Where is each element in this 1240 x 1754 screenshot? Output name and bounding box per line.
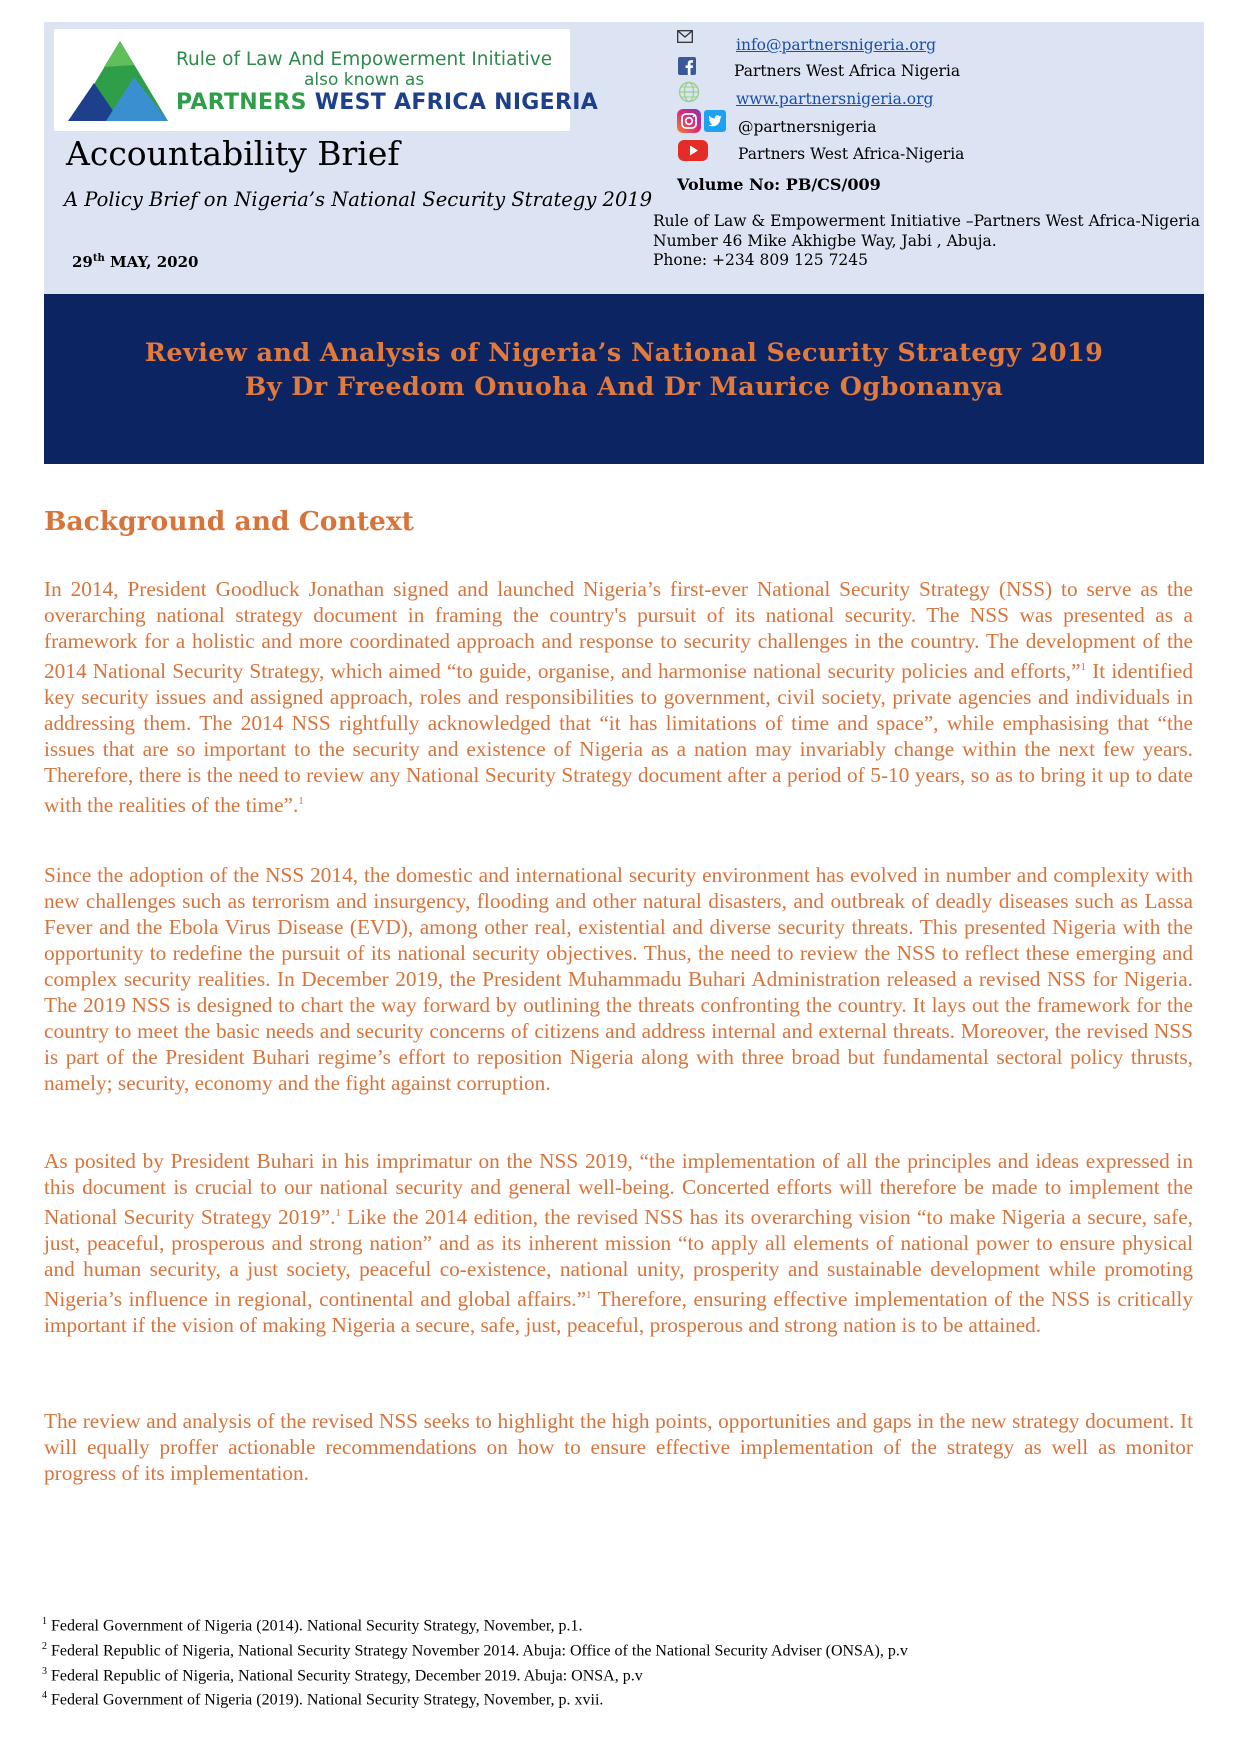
document-subtitle: A Policy Brief on Nigeria’s National Security Strategy 2019 (64, 188, 653, 211)
banner-title-line1: Review and Analysis of Nigeria’s National Security Strategy 2019 (144, 338, 1104, 368)
organization-logo (54, 29, 599, 131)
youtube-icon (678, 140, 708, 161)
logo-text-line2: also known as (304, 70, 425, 90)
email-link[interactable]: info@partnersnigeria.org (736, 36, 937, 54)
footnote: $^4$ Federal Government of Nigeria (2019). National Security Strategy, November, p. xvii. (42, 1690, 604, 1709)
footnote: $^2$ Federal Republic of Nigeria, National Security Strategy November 2014. Abuja: Office of the National Security Adviser (ONSA), p.v (42, 1640, 908, 1660)
social-handle: @partnersnigeria (738, 118, 877, 136)
facebook-icon (678, 57, 696, 75)
address-line-3: Phone: +234 809 125 7245 (653, 251, 869, 269)
header-panel (44, 22, 1204, 294)
paragraph-4: The review and analysis of the revised NSS seeks to highlight the high points, opportunities and gaps in the new strategy document. It will equally proffer actionable recommendations on how to ensure effective implementation of the strategy as well as monitor progress of its implementation. (44, 1409, 1193, 1485)
document-date: 29th MAY, 2020 (72, 253, 199, 271)
logo-partners: PARTNERS (176, 90, 307, 115)
footnote: $^1$ Federal Government of Nigeria (2014). National Security Strategy, November, p.1. (42, 1616, 583, 1635)
twitter-icon (704, 110, 726, 132)
website-link[interactable]: www.partnersnigeria.org (736, 90, 934, 108)
address-line-2: Number 46 Mike Akhigbe Way, Jabi , Abuja. (653, 231, 997, 250)
globe-icon (678, 81, 700, 103)
title-banner (44, 294, 1204, 464)
logo-text-line3 (176, 90, 598, 115)
email-icon (677, 30, 693, 43)
logo-text-line1: Rule of Law And Empowerment Initiative (176, 49, 553, 70)
address-block (653, 212, 1200, 271)
banner-title-line2: By Dr Freedom Onuoha And Dr Maurice Ogbonanya (244, 372, 1004, 402)
volume-number: Volume No: PB/CS/009 (677, 175, 881, 194)
paragraph-2: Since the adoption of the NSS 2014, the domestic and international security environment has evolved in number and complexity with new challenges such as terrorism and insurgency, flooding and other natural disasters, and outbreak of deadly diseases such as Lassa Fever and the Ebola Virus Disease (EVD), among other real, existential and diverse security threats. This presented Nigeria with the opportunity to redefine the pursuit of its national security objectives. Thus, the need to review the NSS to reflect these emerging and complex security realities. In December 2019, the President Muhammadu Buhari Administration released a revised NSS for Nigeria. The 2019 NSS is designed to chart the way forward by outlining the threats confronting the country. It lays out the framework for the country to meet the basic needs and security concerns of citizens and address internal and external threats. Moreover, the revised NSS is part of the President Buhari regime’s effort to reposition Nigeria along with three broad but fundamental sectoral policy thrusts, namely; security, economy and the fight against corruption. (44, 863, 1193, 1095)
paragraph-1: In 2014, President Goodluck Jonathan signed and launched Nigeria’s first-ever National Security Strategy (NSS) to serve as the overarching national strategy document in framing the country's pursuit of its national security. The NSS was presented as a framework for a holistic and more coordinated approach and response to security challenges in the country. The development of the 2014 National Security Strategy, which aimed “to guide, organise, and harmonise national security policies and efforts,”$^1$ It identified key security issues and assigned approach, roles and responsibilities to government, civil society, private agencies and individuals in addressing them. The 2014 NSS rightfully acknowledged that “it has limitations of time and space”, while emphasising that “the issues that are so important to the security and existence of Nigeria as a nation may invariably change within the next few years. Therefore, there is the need to review any National Security Strategy document after a period of 5-10 years, so as to bring it up to date with the realities of the time”.$^1$ (44, 577, 1193, 818)
banner-title (44, 336, 1204, 404)
address-line-1: Rule of Law & Empowerment Initiative –Partners West Africa-Nigeria (653, 212, 1200, 230)
footnotes (42, 1612, 908, 1711)
footnote: $^3$ Federal Republic of Nigeria, National Security Strategy, December 2019. Abuja: ONSA, p.v (42, 1665, 643, 1684)
youtube-label: Partners West Africa-Nigeria (738, 145, 965, 163)
logo-west-africa: WEST AFRICA NIGERIA (314, 90, 599, 115)
paragraph-3: As posited by President Buhari in his imprimatur on the NSS 2019, “the implementation of all the principles and ideas expressed in this document is crucial to our national security and general well-being. Concerted efforts will therefore be made to implement the National Security Strategy 2019”.$^1$ Like the 2014 edition, the revised NSS has its overarching vision “to make Nigeria a secure, safe, just, peaceful, prosperous and strong nation” and as its inherent mission “to apply all elements of national power to ensure physical and human security, a just society, peaceful co-existence, national unity, prosperity and sustainable development while promoting Nigeria’s influence in regional, continental and global affairs.”$^1$ Therefore, ensuring effective implementation of the NSS is critically important if the vision of making Nigeria a secure, safe, just, peaceful, prosperous and strong nation is to be attained. (44, 1149, 1193, 1338)
section-heading: Background and Context (44, 506, 414, 537)
triangle-logo-icon (64, 37, 170, 123)
document-title: Accountability Brief (66, 134, 400, 173)
instagram-icon (677, 109, 701, 133)
facebook-label: Partners West Africa Nigeria (734, 62, 961, 80)
